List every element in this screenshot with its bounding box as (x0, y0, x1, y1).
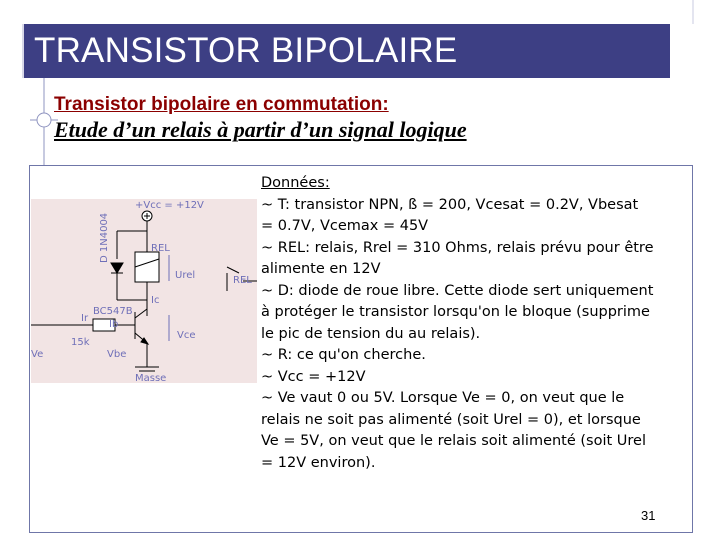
donnees-line: alimente en 12V (261, 261, 381, 277)
circuit-diagram (31, 199, 257, 383)
vbe-label: Vbe (107, 349, 127, 360)
circuit-schematic (31, 199, 257, 383)
ve-label: Ve (31, 349, 44, 360)
ir-label: Ir (81, 313, 89, 324)
donnees-line: relais ne soit pas alimenté (soit Urel = 0), et lorsque (261, 411, 641, 428)
vce-label: Vce (177, 330, 196, 341)
ic-label: Ic (151, 295, 160, 306)
donnees-line: ~ Vcc = +12V (261, 368, 366, 385)
title-bar (22, 24, 670, 78)
donnees-line: ~ R: ce qu'on cherche. (261, 347, 426, 363)
vcc-label: +Vcc = +12V (135, 200, 204, 211)
relay-label: REL (151, 243, 170, 254)
donnees-block (261, 173, 693, 474)
donnees-line: = 0.7V, Vcemax = 45V (261, 218, 429, 234)
donnees-line: ~ D: diode de roue libre. Cette diode sert uniquement (261, 282, 654, 299)
ib-label: Ib (109, 319, 119, 330)
diode-label: D 1N4004 (99, 212, 110, 263)
donnees-line: Ve = 5V, on veut que le relais soit alimenté (soit Urel (261, 433, 647, 449)
donnees-line: ~ T: transistor NPN, ß = 200, Vcesat = 0.2V, Vbesat (261, 196, 639, 213)
slide-title: TRANSISTOR BIPOLAIRE (34, 31, 458, 70)
resistor-label: 15k (71, 337, 90, 348)
masse-label: Masse (135, 373, 167, 383)
donnees-line: ~ Ve vaut 0 ou 5V. Lorsque Ve = 0, on veut que le (261, 390, 625, 406)
relay-switch-label: REL (233, 275, 252, 286)
donnees-heading: Données: (261, 175, 330, 191)
slide-subheading: Etude d’un relais à partir d’un signal logique (54, 117, 467, 142)
donnees-line: ~ REL: relais, Rrel = 310 Ohms, relais prévu pour être (261, 239, 654, 256)
slide-subtitle: Transistor bipolaire en commutation: (54, 94, 389, 115)
transistor-label: BC547B (93, 306, 133, 317)
donnees-line: = 12V environ). (261, 454, 376, 471)
urel-label: Urel (175, 270, 196, 281)
page-number: 31 (641, 508, 656, 523)
donnees-line: le pic de tension du au relais). (261, 325, 481, 342)
donnees-line: à protéger le transistor lorsqu'on le bloque (supprime (261, 304, 650, 320)
